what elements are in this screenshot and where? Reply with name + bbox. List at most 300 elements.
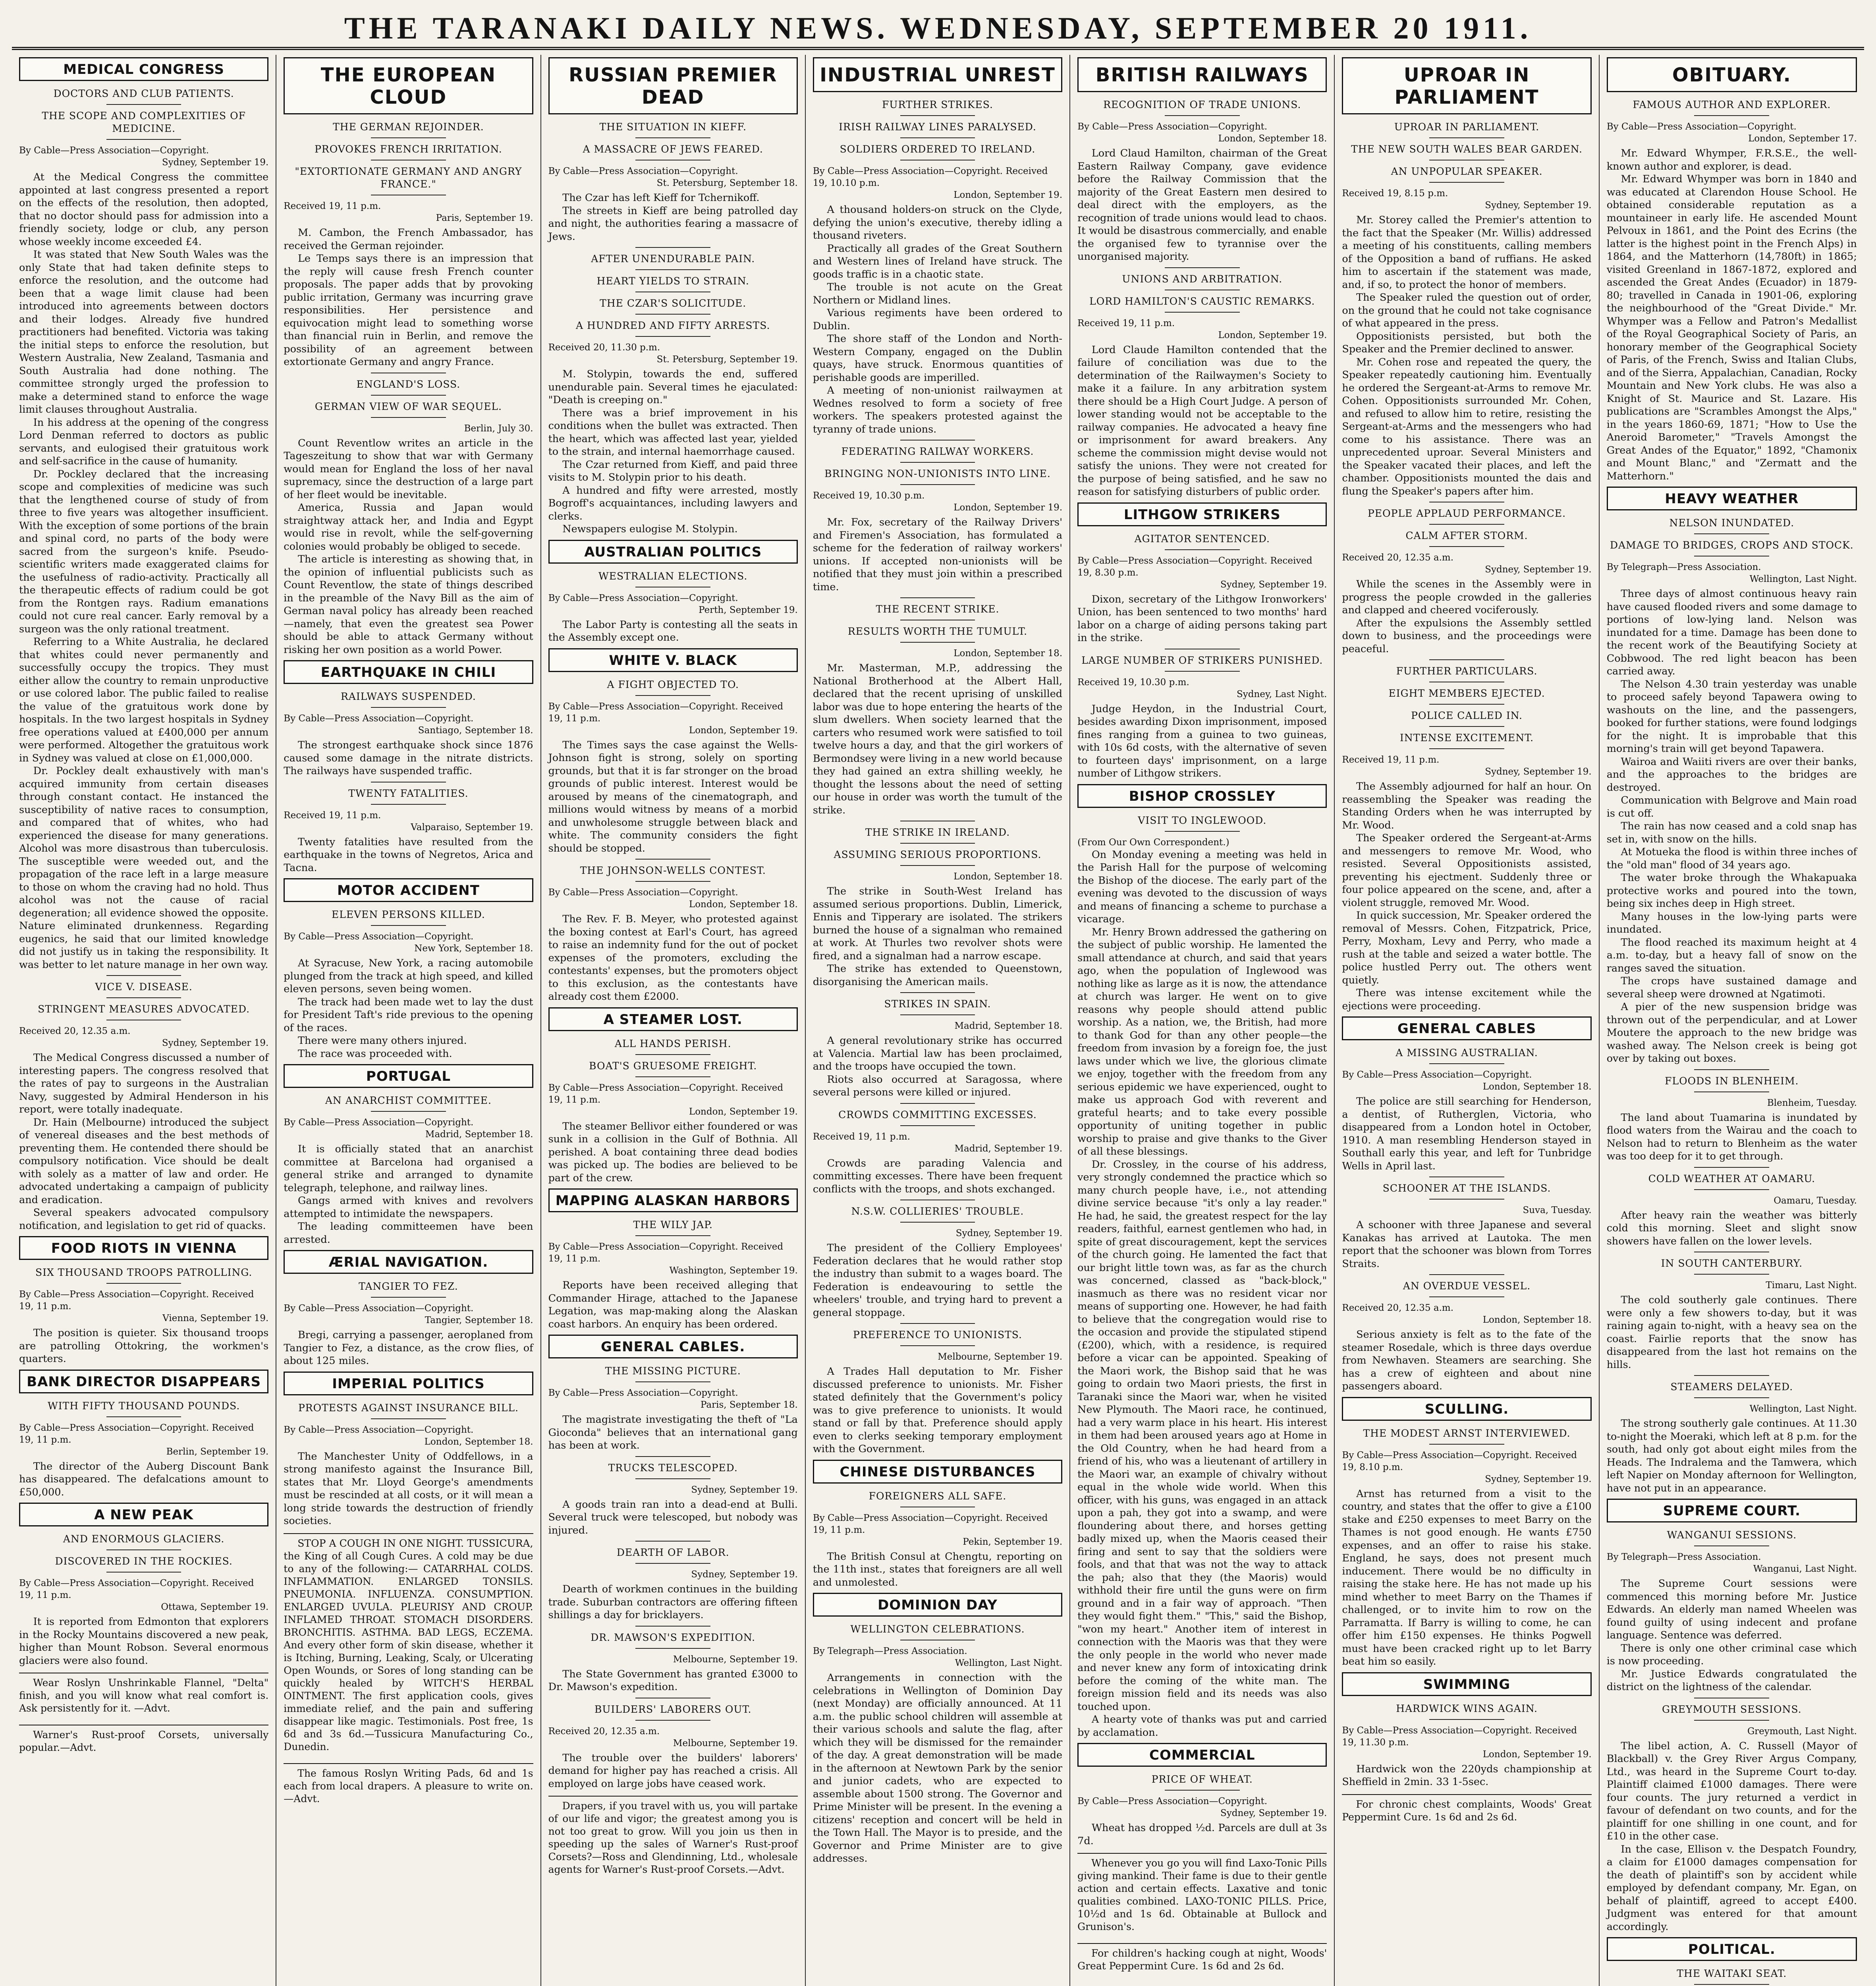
article xyxy=(1607,1375,1857,1495)
press-credit: By Cable—Press Association—Copyright. xyxy=(548,593,738,603)
article-heading: MEDICAL CONGRESS xyxy=(63,62,225,77)
subheading: STRIKES IN SPAIN. xyxy=(884,998,991,1010)
press-credit: By Cable—Press Association—Copyright. Received 19, 10.10 p.m. xyxy=(813,166,1048,188)
paragraph: Mr. Edward Whymper, F.R.S.E., the well-known author and explorer, is dead. xyxy=(1606,147,1857,172)
dateline: Melbourne, September 19. xyxy=(673,1654,798,1665)
article-heading-box xyxy=(284,57,533,114)
deck-divider xyxy=(1429,748,1504,749)
dateline: Sydney, September 19. xyxy=(1220,579,1327,590)
subheading: AFTER UNENDURABLE PAIN. xyxy=(591,253,755,265)
subheading: LORD HAMILTON'S CAUSTIC REMARKS. xyxy=(1089,295,1315,307)
press-credit: By Cable—Press Association—Copyright. xyxy=(1077,122,1268,132)
paragraph: The article is interesting as showing that, in the opinion of influential publicists such as Count Reventlow, the state of things described in the preamble of the Navy Bill as the aim of German naval policy has already been reached—namely, that even the greatest sea Power should be able to attack Germany without risking her own position as a world Power. xyxy=(284,553,533,656)
paragraph: The strong southerly gale continues. At 11.30 to-night the Moeraki, which left at 8 p.m. for the south, had only got about eight miles from the Heads. The Indralema and the Tamwera, which left Napier on Monday afternoon for Wellington, have not put in an appearance. xyxy=(1606,1418,1857,1494)
press-credit: By Cable—Press Association—Copyright. Received 19, 11 p.m. xyxy=(548,701,784,724)
article-heading: RUSSIAN PREMIER DEAD xyxy=(569,64,778,108)
paragraph: The British Consul at Chengtu, reporting on the 11th inst., states that foreigners are all well and unmolested. xyxy=(813,1550,1063,1588)
article-heading-box xyxy=(813,57,1062,92)
article-heading: WHITE V. BLACK xyxy=(609,652,737,668)
subheading: SCHOONER AT THE ISLANDS. xyxy=(1382,1182,1551,1194)
article-heading: SWIMMING xyxy=(1423,1676,1511,1692)
press-credit: Received 19, 11 p.m. xyxy=(284,810,381,821)
subheading: AGITATOR SENTENCED. xyxy=(1134,533,1270,545)
dateline: Timaru, Last Night. xyxy=(1766,1280,1857,1291)
dateline: London, September 17. xyxy=(1748,133,1857,144)
deck-divider xyxy=(1694,533,1769,534)
article xyxy=(1342,1397,1591,1668)
paragraph: The Czar has left Kieff for Tchernikoff. xyxy=(562,192,760,204)
paragraph: While the scenes in the Assembly were in progress the people crowded in the galleries and clapped and cheered vociferously. xyxy=(1342,578,1592,616)
paragraph: After heavy rain the weather was bitterly cold this morning. Sleet and slight snow showers have fallen on the lower levels. xyxy=(1606,1209,1857,1247)
paragraph: Mr. Henry Brown addressed the gathering on the subject of public worship. He lamented the small attendance at church, and said that years ago, when the population of Inglewood was nothing like as large as it is now, the attendance at church was larger. He went on to give reasons why people should attend public worship. As a nation, we, the British, had more to thank God for than any other people—the freedom from invasion by a foreign foe, the just laws under which we live, the glorious climate we enjoy, together with the freedom from any serious epidemic we have experienced, ought to make us approach God with reverent and grateful hearts; and to take every possible opportunity of uniting together in public worship to praise and give thanks to the Giver of all these blessings. xyxy=(1077,926,1327,1157)
dateline: London, September 19. xyxy=(689,725,798,736)
article xyxy=(813,1323,1062,1456)
paragraph: Dr. Pockley dealt exhaustively with man's acquired immunity from certain diseases through constant contact. He instanced the susceptibility of native races to consumption, and compared that of whites, who had experienced the disease for many generations. Alcohol was more disastrous than tuberculosis. The susceptible were weeded out, and the propagation of the race left in a large measure to those on whom the craving had no hold. Thus alcohol was not the cause of racial degeneration; all evidence showed the opposite. Nature eliminated drunkenness. Regarding eugenics, he said that our limited knowledge did not justify us in taking the responsibility. It was better to let nature manage in her own way. xyxy=(19,765,269,971)
paragraph: Dr. Crossley, in the course of his address, very strongly condemned the practice which so many church people have, i.e., not attending divine service because "it's only a lay reader." He had, he said, the greatest respect for the lay readers, faithful, earnest gentlemen who had, in spite of great discouragement, kept the services of the church going. He lamented the fact that our bright little town was, as far as the church was concerned, classed as "back-block," inasmuch as there was no resident vicar nor means of supporting one. However, he had faith to believe that the congregation would rise to the occasion and provide the stipulated stipend (£200), which, with a residence, is required before a vicar can be appointed. Speaking of the Maori work, the Bishop said that he was going to ordain two Maori priests, the first in Taranaki since the Maori war, when he visited New Plymouth. The Maori race, he continued, had a very warm place in his heart. His interest in them had been aroused years ago at Home in the Old Country, when he had heard from a friend of his, who was a lieutenant of artillery in the Maori war, an example of chivalry without equal in the whole wide world. When this officer, with his guns, was engaged in an attack upon a pah, they got into a swamp, and were floundering about there, and horses getting badly mixed up, when the Maoris ceased their firing and sent to say that the soldiers were fools, and that that was not the way to attack the pah; also that they (the Maoris) would withhold their fire until the guns were on firm ground and in a fair way of approach. "Then they would fight them." "This," said the Bishop, "won my heart." Another item of interest in connection with the Maoris was that they were the only people in the world who never made and never knew any form of intoxicating drink before the coming of the white man. The foreign mission field and its needs was also touched upon. xyxy=(1077,1158,1327,1713)
paragraph: The Supreme Court sessions were commenced this morning before Mr. Justice Edwards. An elderly man named Wheelen was found guilty of using indecent and profane language. Sentence was deferred. xyxy=(1606,1578,1857,1641)
dateline: Paris, September 19. xyxy=(436,213,533,223)
paragraph: The strongest earthquake shock since 1876 caused some damage in the nitrate districts. The railways have suspended traffic. xyxy=(284,739,533,777)
paragraph: Riots also occurred at Saragossa, where several persons were killed or injured. xyxy=(813,1073,1063,1098)
paragraph: Practically all grades of the Great Southern and Western lines of Ireland have struck. The goods traffic is in a chaotic state. xyxy=(813,242,1063,280)
paragraph: The Times says the case against the Wells-Johnson fight is strong, solely on sporting grounds, but that it is far stronger on the broad grounds of public interest. Interest would be aroused by means of the cinematograph, and millions would witness by means of a morbid and unwholesome struggle between black and white. The community considers the fight should be stopped. xyxy=(548,739,798,854)
deck-divider xyxy=(900,865,975,866)
deck-divider xyxy=(635,695,710,696)
paragraph: The Rev. F. B. Meyer, who protested against the boxing contest at Earl's Court, has agreed to raise an indemnity fund for the out of pocket expenses of the promoters, excluding the contestants' expenses, but the promoters object to this exclusion, as the contestants have already cost them £2000. xyxy=(548,913,798,1003)
paragraph: The Nelson 4.30 train yesterday was unable to proceed safely beyond Tapawera owing to washouts on the line, and the passengers, booked for further stations, were found lodgings for the night. It is improbable that this morning's train will get beyond Tapawera. xyxy=(1606,678,1857,755)
dateline: St. Petersburg, September 19. xyxy=(656,354,798,365)
dateline: Sydney, September 19. xyxy=(162,157,269,168)
dateline: London, September 18. xyxy=(1482,1082,1592,1092)
article-heading: MOTOR ACCIDENT xyxy=(337,883,480,898)
dateline: Vienna, September 19. xyxy=(162,1313,269,1323)
deck-divider xyxy=(371,925,446,926)
article xyxy=(548,540,798,644)
section-divider xyxy=(635,1626,710,1627)
deck-divider xyxy=(106,139,181,140)
dateline: London, September 18. xyxy=(953,871,1063,882)
article-heading: EARTHQUAKE IN CHILI xyxy=(320,665,496,680)
deck-divider xyxy=(900,1125,975,1126)
subheading: ASSUMING SERIOUS PROPORTIONS. xyxy=(834,849,1042,860)
press-credit: By Cable—Press Association—Copyright. Received 19, 11 p.m. xyxy=(19,1578,254,1600)
article-heading-box xyxy=(19,1370,268,1393)
article xyxy=(548,1007,798,1185)
dateline: Madrid, September 19. xyxy=(954,1143,1063,1154)
press-credit: Received 20, 11.30 p.m. xyxy=(548,342,660,353)
subheading: THE RECENT STRIKE. xyxy=(876,603,1000,615)
advertisement: For chronic chest complaints, Woods' Great Peppermint Cure. 1s 6d and 2s 6d. xyxy=(1342,1794,1591,1824)
article xyxy=(1077,502,1327,645)
dateline: Wellington, Last Night. xyxy=(1749,574,1857,584)
column-2 xyxy=(276,55,541,1986)
subheading: GREYMOUTH SESSIONS. xyxy=(1662,1703,1802,1715)
section-divider xyxy=(900,992,975,993)
article xyxy=(548,1456,798,1537)
dateline: London, September 18. xyxy=(424,1436,533,1447)
deck-divider xyxy=(635,881,710,882)
section-divider xyxy=(900,1323,975,1324)
subheading: RAILWAYS SUSPENDED. xyxy=(340,691,476,702)
article xyxy=(548,1626,798,1694)
paragraph: A schooner with three Japanese and several Kanakas has arrived at Lautoka. The men report that the schooner was blown from Torres Straits. xyxy=(1342,1219,1592,1270)
subheading: "EXTORTIONATE GERMANY AND ANGRY FRANCE." xyxy=(295,166,522,190)
deck-divider xyxy=(1429,704,1504,705)
paragraph: Dixon, secretary of the Lithgow Ironworkers' Union, has been sentenced to two months' hard labor on a charge of aiding persons taking part in the strike. xyxy=(1077,593,1327,644)
subheading: EIGHT MEMBERS EJECTED. xyxy=(1388,688,1545,699)
subheading: IN SOUTH CANTERBURY. xyxy=(1661,1258,1803,1269)
article xyxy=(284,57,533,369)
paragraph: America, Russia and Japan would straightway attack her, and India and Egypt would rise in revolt, while the self-governing colonies would probably be obliged to secede. xyxy=(284,502,533,553)
article xyxy=(284,1250,533,1368)
subheading: PROTESTS AGAINST INSURANCE BILL. xyxy=(298,1402,519,1414)
paragraph: Bregi, carrying a passenger, aeroplaned from Tangier to Fez, a distance, as the crow flies, of about 125 miles. xyxy=(284,1329,533,1367)
subheading: SIX THOUSAND TROOPS PATROLLING. xyxy=(35,1267,253,1278)
paragraph: The Assembly adjourned for half an hour. On reassembling the Speaker was reading the Standing Orders when he was interrupted by Mr. Wood. xyxy=(1342,780,1592,831)
paragraph: Dr. Pockley declared that the increasing scope and complexities of medicine was such that the lengthened course of study of from three to five years was altogether insufficient. With the exception of some portions of the brain and spinal cord, no parts of the body were sacred from the surgeon's knife. Pseudo-scientific writers made exaggerated claims for the usefulness of radio-activity. Practically all the therapeutic effects of radium could be got from the Rontgen rays. Radium emanations could not cure real cancer. Early removal by a surgeon was the only rational treatment. xyxy=(19,468,269,635)
article xyxy=(1607,1499,1857,1694)
article xyxy=(1077,267,1327,498)
advertisement: Drapers, if you travel with us, you will partake of our life and vigor; the greatest among you is not too great to grow. Will you join us then in speeding up the sales of Warner's Rust-proof Corsets?—Ross and Glendinning, Ltd., wholesale agents for Warner's Rust-proof Corsets.—Advt. xyxy=(548,1796,798,1876)
paragraph: On Monday evening a meeting was held in the Parish Hall for the purpose of welcoming the Bishop of the diocese. The early part of the evening was devoted to the discussion of ways and means of financing a scheme to purchase a vicarage. xyxy=(1077,848,1327,925)
article xyxy=(1077,1743,1327,1847)
press-credit: By Cable—Press Association—Copyright. Received 19, 11 p.m. xyxy=(19,1422,254,1445)
dateline: Wanganui, Last Night. xyxy=(1753,1564,1857,1574)
subheading: NELSON INUNDATED. xyxy=(1669,517,1795,529)
deck-divider xyxy=(900,115,975,116)
subheading: THE GERMAN REJOINDER. xyxy=(333,121,484,133)
deck-divider xyxy=(900,1222,975,1223)
dateline: Berlin, July 30. xyxy=(464,423,533,434)
press-credit: Received 20, 12.35 a.m. xyxy=(19,1026,131,1036)
article xyxy=(548,859,798,1003)
article xyxy=(284,782,533,875)
subheading: FEDERATING RAILWAY WORKERS. xyxy=(841,446,1034,457)
article xyxy=(1607,57,1857,483)
article xyxy=(548,648,798,855)
column-4 xyxy=(806,55,1070,1986)
article-heading-box xyxy=(1077,784,1327,808)
subheading: TWENTY FATALITIES. xyxy=(348,787,469,799)
column-6 xyxy=(1335,55,1599,1986)
paragraph: Mr. Edward Whymper was born in 1840 and was educated at Clarendon House School. He obtained considerable reputation as a mountaineer in early life. He ascended Mount Pelvoux in 1861, and the Point des Ecrins (the latter is the highest point in the French Alps) in 1864, and the Matterhorn (14,780ft) in 1865; visited Greenland in 1867-1872, explored and ascended the Great Andes (Ecuador) in 1879-80; travelled in Canada in 1901-06, exploring the neighbourhood of the "Great Divide." Mr. Whymper was a Fellow and Patron's Medallist of the Royal Geographical Society of Paris, an honorary member of the Geographical Society of Paris, of the French, Swiss and Italian Clubs, and of the Sierra, Appalachian, Canadian, Rocky Mountain and New York clubs. He was also a Knight of St. Maurice and St. Lazare. His publications are "Scrambles Amongst the Alps," in the years 1860-69, 1871; "How to Use the Aneroid Barometer," "Travels Amongst the Great Andes of the Equator," 1892, "Chamonix and Mount Blanc," and "Zermatt and the Matterhorn." xyxy=(1606,173,1857,482)
deck-divider xyxy=(635,1720,710,1721)
press-credit: By Cable—Press Association—Copyright. Received 19, 11 p.m. xyxy=(19,1289,254,1312)
article xyxy=(548,1335,798,1452)
subheading: UPROAR IN PARLIAMENT. xyxy=(1394,121,1540,133)
dateline: Sydney, September 19. xyxy=(691,1484,798,1495)
paragraph: Hardwick won the 220yds championship at Sheffield in 2min. 33 1-5sec. xyxy=(1342,1763,1592,1788)
subheading: N.S.W. COLLIERIES' TROUBLE. xyxy=(851,1206,1024,1217)
paragraph: Mr. Cohen rose and repeated the query, the Speaker repeatedly cautioning him. Eventually he ordered the Sergeant-at-Arms to remove Mr. Cohen. Oppositionists surrounded Mr. Cohen, and refused to allow him to retire, resisting the Sergeant-at-Arms and the messengers who had come to his assistance. There was an unprecedented uproar. Several Ministers and the Speaker vacated their places, and left the chamber. Oppositionists mounted the dais and flung the Speaker's papers after him. xyxy=(1342,356,1592,497)
article-heading: A STEAMER LOST. xyxy=(603,1011,743,1028)
article xyxy=(548,57,798,243)
paragraph: Judge Heydon, in the Industrial Court, besides awarding Dixon imprisonment, imposed fines ranging from a guinea to two guineas, with 10s 6d costs, with the alternative of seven to fourteen days' imprisonment, on a large number of Lithgow strikers. xyxy=(1077,703,1327,779)
paragraph: There was a brief improvement in his conditions when the bullet was extracted. Then the heart, which was affected last year, yielded to the strain, and internal haemorrhage caused. xyxy=(548,407,798,458)
paragraph: The land about Tuamarina is inundated by flood waters from the Wairau and the coach to Nelson had to return to Blenheim as the water was too deep for it to get through. xyxy=(1606,1111,1857,1162)
paragraph: There was intense excitement while the ejections were proceeding. xyxy=(1342,987,1592,1012)
article xyxy=(1342,57,1591,498)
paragraph: Reports have been received alleging that Commander Hirage, attached to the Japanese Legation, was map-making along the Alaskan coast harbors. An enquiry has been ordered. xyxy=(548,1279,798,1330)
deck-divider xyxy=(1429,1444,1504,1445)
deck-divider xyxy=(900,1014,975,1015)
subheading: DR. MAWSON'S EXPEDITION. xyxy=(591,1631,756,1643)
deck-divider xyxy=(1165,312,1239,313)
subheading: GERMAN VIEW OF WAR SEQUEL. xyxy=(315,400,502,412)
deck-divider xyxy=(371,417,446,418)
dateline: Pekin, September 19. xyxy=(963,1536,1063,1547)
subheading: FURTHER STRIKES. xyxy=(882,99,993,110)
subheading: TANGIER TO FEZ. xyxy=(359,1281,458,1292)
article-heading-box xyxy=(284,660,533,684)
paragraph: Serious anxiety is felt as to the fate of the steamer Rosedale, which is three days overdue from Newhaven. Steamers are searching. She has a crew of eighteen and about nine passengers aboard. xyxy=(1342,1329,1592,1392)
dateline: Melbourne, September 19. xyxy=(938,1352,1063,1362)
masthead xyxy=(12,9,1864,50)
article-heading-box xyxy=(19,1236,268,1260)
deck-divider xyxy=(1165,115,1239,116)
subheading: SOLDIERS ORDERED TO IRELAND. xyxy=(840,143,1036,155)
subheading: PREFERENCE TO UNIONISTS. xyxy=(853,1329,1022,1341)
article-heading: DOMINION DAY xyxy=(878,1597,998,1613)
subheading: CALM AFTER STORM. xyxy=(1405,530,1528,541)
subheading: DOCTORS AND CLUB PATIENTS. xyxy=(53,88,234,99)
article-heading: PORTUGAL xyxy=(366,1068,451,1084)
subheading: COLD WEATHER AT OAMARU. xyxy=(1648,1173,1816,1184)
article-heading-box xyxy=(1607,487,1857,510)
subheading: STRINGENT MEASURES ADVOCATED. xyxy=(38,1003,250,1015)
dateline: London, September 18. xyxy=(953,648,1063,659)
deck-divider xyxy=(1694,1274,1769,1275)
subheading: AN OVERDUE VESSEL. xyxy=(1403,1280,1531,1292)
column-5 xyxy=(1070,55,1335,1986)
columns xyxy=(12,55,1864,1986)
paragraph: The crops have sustained damage and several sheep were drowned at Ngatimoti. xyxy=(1606,975,1857,1000)
paragraph: The streets in Kieff are being patrolled day and night, the authorities fearing a massacre of Jews. xyxy=(548,205,798,243)
dateline: London, September 18. xyxy=(1218,133,1327,144)
press-credit: Received 20, 12.35 a.m. xyxy=(1342,1303,1454,1313)
article-heading: GENERAL CABLES xyxy=(1397,1021,1536,1037)
press-credit: (From Our Own Correspondent.) xyxy=(1077,837,1229,848)
article-heading-box xyxy=(284,878,533,902)
deck-divider xyxy=(371,137,446,138)
subheading: A MISSING AUSTRALIAN. xyxy=(1395,1047,1538,1059)
article xyxy=(284,878,533,1060)
paragraph: In the case, Ellison v. the Despatch Foundry, a claim for £1000 damages compensation for the death of plaintiff's son by accident while employed by defendant company, Mr. Egan, on behalf of plaintiff, agreed to accept £400. Judgment was entered for that amount accordingly. xyxy=(1606,1843,1857,1933)
subheading: PROVOKES FRENCH IRRITATION. xyxy=(315,143,502,155)
article xyxy=(813,57,1062,436)
article-heading-box xyxy=(284,1250,533,1274)
subheading: AND ENORMOUS GLACIERS. xyxy=(63,1533,225,1545)
press-credit: Received 19, 10.30 p.m. xyxy=(1077,677,1189,688)
subheading: THE JOHNSON-WELLS CONTEST. xyxy=(580,865,766,876)
paragraph: The position is quieter. Six thousand troops are patrolling Ottokring, the workmen's quarters. xyxy=(19,1327,269,1365)
deck-divider xyxy=(1429,546,1504,547)
article xyxy=(1077,784,1327,1739)
press-credit: By Cable—Press Association—Copyright. xyxy=(284,1424,474,1435)
subheading: INTENSE EXCITEMENT. xyxy=(1400,732,1534,744)
subheading: THE SITUATION IN KIEFF. xyxy=(599,121,747,133)
paragraph: The cold southerly gale continues. There were only a few showers to-day, but it was raining again to-night, with a heavy sea on the coast. Fairlie reports that the snow has disappeared from the last hot remains on the hills. xyxy=(1606,1294,1857,1371)
paragraph: It is reported from Edmonton that explorers in the Rocky Mountains discovered a new peak, higher than Mount Robson. Several enormous glaciers were also found. xyxy=(19,1616,269,1667)
article xyxy=(1342,659,1591,1012)
article-heading-box xyxy=(1342,57,1591,114)
article xyxy=(1077,57,1327,263)
press-credit: By Cable—Press Association—Copyright. Received 19, 11 p.m. xyxy=(813,1513,1048,1535)
press-credit: By Cable—Press Association—Copyright. xyxy=(548,166,738,176)
subheading: THE SCOPE AND COMPLEXITIES OF MEDICINE. xyxy=(42,110,246,134)
press-credit: By Cable—Press Association—Copyright. xyxy=(1077,1796,1268,1806)
press-credit: By Cable—Press Association—Copyright. Received 19, 11 p.m. xyxy=(548,1242,784,1264)
paragraph: Count Reventlow writes an article in the Tageszeitung to show that war with Germany would mean for England the loss of her naval supremacy, since the destruction of a large part of her fleet would be inevitable. xyxy=(284,437,533,501)
paragraph: The steamer Bellivor either foundered or was sunk in a collision in the Gulf of Bothnia. All perished. A boat containing three dead bodies was picked up. The bodies are believed to be part of the crew. xyxy=(548,1120,798,1184)
section-divider xyxy=(1694,1069,1769,1070)
article-heading: UPROAR IN PARLIAMENT xyxy=(1394,64,1539,108)
paragraph: The flood reached its maximum height at 4 a.m. to-day, but a heavy fall of snow on the ranges saved the situation. xyxy=(1606,936,1857,974)
press-credit: Received 19, 11 p.m. xyxy=(1077,318,1175,328)
deck-divider xyxy=(1694,1984,1769,1985)
dateline: Valparaiso, September 19. xyxy=(411,822,533,833)
dateline: London, September 19. xyxy=(1482,1749,1592,1760)
paragraph: A general revolutionary strike has occurred at Valencia. Martial law has been proclaimed, and the troops have occupied the town. xyxy=(813,1035,1063,1072)
article-heading-box xyxy=(813,1593,1062,1617)
subheading: PEOPLE APPLAUD PERFORMANCE. xyxy=(1368,508,1566,519)
subheading: FAMOUS AUTHOR AND EXPLORER. xyxy=(1633,99,1831,110)
advertisement: STOP A COUGH IN ONE NIGHT. TUSSICURA, the King of all Cough Cures. A cold may be due to any of the following:— CATARRHAL COLDS. INFLAMMATION. ENLARGED TONSILS. PNEUMONIA. INFLUENZA. CONSUMPTION. ENLARGED UVULA. PLEURISY AND CROUP. INFLAMED THROAT. STOMACH DISORDERS. BRONCHITIS. ASTHMA. BAD LEGS, ECZEMA. And every other form of skin disease, whether it is Itching, Burning, Leaking, Scaly, or Ulcerating Open Wounds, or Sores of long standing can be quickly healed by WITCH'S HERBAL OINTMENT. The first application cools, gives immediate relief, and the pain and suffering disappear like magic. Testimonials. Post free, 1s 6d and 3s 6d.—Tussicura Manufacturing Co., Dunedin. xyxy=(284,1533,533,1753)
subheading: FOREIGNERS ALL SAFE. xyxy=(869,1490,1007,1502)
deck-divider xyxy=(900,1345,975,1346)
subheading: A FIGHT OBJECTED TO. xyxy=(607,678,739,690)
section-divider xyxy=(1429,659,1504,660)
subheading: HARDWICK WINS AGAIN. xyxy=(1396,1702,1538,1714)
article xyxy=(1607,487,1857,1065)
paragraph: Wairoa and Waiiti rivers are over their banks, and the approaches to the bridges are destroyed. xyxy=(1606,755,1857,794)
article xyxy=(813,1593,1062,1865)
section-divider xyxy=(635,1541,710,1542)
deck-divider xyxy=(635,314,710,315)
dateline: London, September 19. xyxy=(953,502,1063,513)
article-heading: SCULLING. xyxy=(1424,1401,1509,1417)
subheading: ALL HANDS PERISH. xyxy=(614,1037,731,1049)
article-heading-box xyxy=(1607,1937,1857,1961)
paragraph: The strike has extended to Queenstown, disorganising the American mails. xyxy=(813,963,1063,988)
dateline: Sydney, September 19. xyxy=(691,1569,798,1580)
paragraph: Gangs armed with knives and revolvers attempted to intimidate the newspapers. xyxy=(284,1195,533,1220)
subheading: POLICE CALLED IN. xyxy=(1411,710,1523,721)
press-credit: By Telegraph—Press Association. xyxy=(1606,1552,1761,1562)
subheading: THE MISSING PICTURE. xyxy=(605,1365,741,1377)
article-heading: AUSTRALIAN POLITICS xyxy=(584,544,762,560)
paragraph: A meeting of non-unionist railwaymen at Wednes resolved to form a society of free workers. The speakers protested against the tyranny of trade unions. xyxy=(813,384,1063,435)
dateline: Sydney, September 19. xyxy=(955,1228,1063,1238)
deck-divider xyxy=(900,484,975,485)
press-credit: By Cable—Press Association—Copyright. Received 19, 8.30 p.m. xyxy=(1077,555,1312,578)
press-credit: By Cable—Press Association—Copyright. xyxy=(548,1388,738,1398)
subheading: BRINGING NON-UNIONISTS INTO LINE. xyxy=(824,468,1051,479)
article-heading: FOOD RIOTS IN VIENNA xyxy=(51,1240,237,1256)
article-heading: LITHGOW STRIKERS xyxy=(1123,506,1281,523)
subheading: THE CZAR'S SOLICITUDE. xyxy=(600,298,747,309)
dateline: Sydney, September 19. xyxy=(1485,200,1592,211)
deck-divider xyxy=(1429,137,1504,138)
article xyxy=(813,992,1062,1099)
article-heading-box xyxy=(1077,57,1327,92)
deck-divider xyxy=(106,1549,181,1550)
paragraph: Communication with Belgrove and Main road is cut off. xyxy=(1606,794,1857,819)
press-credit: Received 19, 8.15 p.m. xyxy=(1342,188,1448,199)
paragraph: Various regiments have been ordered to Dublin. xyxy=(813,307,1063,332)
deck-divider xyxy=(1694,115,1769,116)
article-heading-box xyxy=(284,1064,533,1088)
paragraph: In quick succession, Mr. Speaker ordered the removal of Messrs. Cohen, Fitzpatrick, Price, Perry, Moxham, Levy and Perry, who made a rush at the table and seized a water bottle. The police hustled Perry out. The others went quietly. xyxy=(1342,910,1592,986)
paragraph: Referring to a White Australia, he declared that whites could never permanently and successfully occupy the tropics. They must either allow the country to remain unproductive or use colored labor. The public failed to realise the value of the gratuitous work done by hospitals. In the two largest hospitals in Sydney free operations valued at £400,000 per annum were performed. Altogether the gratuitous work in Sydney was valued at close on £1,000,000. xyxy=(19,636,269,764)
subheading: BOAT'S GRUESOME FREIGHT. xyxy=(589,1060,757,1072)
paragraph: Wheat has dropped ½d. Parcels are dull at 3s 7d. xyxy=(1077,1822,1327,1847)
dateline: Madrid, September 18. xyxy=(425,1129,533,1140)
section-divider xyxy=(635,247,710,248)
paragraph: The leading committeemen have been arrested. xyxy=(284,1221,533,1246)
paragraph: The president of the Colliery Employees' Federation declares that he would rather stop the industry than submit to a wages board. The Federation is endeavouring to settle the wheelers' trouble, and trying hard to prevent a general stoppage. xyxy=(813,1242,1063,1319)
article-heading-box xyxy=(1342,1397,1591,1421)
paragraph: Dr. Hain (Melbourne) introduced the subject of venereal diseases and the best methods of preventing them. He contended there should be compulsory notification. Vice should be dealt with solely as a matter of law and order. He advocated undertaking a campaign of publicity and eradication. xyxy=(19,1116,269,1206)
press-credit: By Cable—Press Association—Copyright. Received 19, 8.10 p.m. xyxy=(1342,1450,1577,1472)
article-heading-box xyxy=(1607,57,1857,92)
article-heading: OBITUARY. xyxy=(1672,64,1791,86)
deck-divider xyxy=(371,707,446,708)
article xyxy=(284,373,533,657)
article xyxy=(1342,1177,1591,1270)
article xyxy=(548,1541,798,1622)
paragraph: A hearty vote of thanks was put and carried by acclamation. xyxy=(1077,1714,1327,1739)
paragraph: There were many others injured. xyxy=(297,1035,467,1047)
paragraph: The Labor Party is contesting all the seats in the Assembly except one. xyxy=(548,618,798,643)
section-divider xyxy=(1429,1274,1504,1275)
paragraph: The Manchester Unity of Oddfellows, in a strong manifesto against the Insurance Bill, states that Mr. Lloyd George's amendments must be rescinded at all costs, or it will mean a long stride towards the destruction of friendly societies. xyxy=(284,1450,533,1527)
advertisement: Warner's Rust-proof Corsets, universally popular.—Advt. xyxy=(19,1725,268,1754)
article xyxy=(1607,1167,1857,1248)
article-heading: IMPERIAL POLITICS xyxy=(332,1376,485,1392)
press-credit: By Cable—Press Association—Copyright. xyxy=(1606,122,1797,132)
paragraph: Several speakers advocated compulsory notification, and legislation to get rid of quacks. xyxy=(19,1207,269,1232)
column-1 xyxy=(12,55,276,1986)
article xyxy=(19,1503,268,1667)
press-credit: By Cable—Press Association—Copyright. xyxy=(1342,1070,1532,1080)
subheading: ELEVEN PERSONS KILLED. xyxy=(332,909,485,920)
paragraph: The Speaker ordered the Sergeant-at-Arms and messengers to remove Mr. Wood, who resisted. Several Oppositionists assisted, preventing his ejectment. Suddenly three or four police appeared on the scene, and, after a violent struggle, removed Mr. Wood. xyxy=(1342,832,1592,909)
paragraph: Lord Claud Hamilton, chairman of the Great Eastern Railway Company, gave evidence before the Railway Commission that the majority of the Great Eastern men desired to deal direct with the employers, as the recognition of trade unions would lead to chaos. It would be disastrous commercially, and enable the organised few to tyrannise over the unorganised majority. xyxy=(1077,147,1327,263)
article-heading-box xyxy=(548,1335,798,1358)
masthead-title: THE TARANAKI DAILY NEWS. WEDNESDAY, SEPTEMBER 20 1911. xyxy=(344,11,1532,45)
press-credit: By Cable—Press Association—Copyright. xyxy=(284,713,474,724)
subheading: HEART YIELDS TO STRAIN. xyxy=(596,275,749,287)
dateline: Sydney, September 19. xyxy=(1485,564,1592,575)
deck-divider xyxy=(900,843,975,844)
article xyxy=(548,1188,798,1331)
deck-divider xyxy=(900,137,975,138)
dateline: Sydney, September 19. xyxy=(1220,1808,1327,1818)
paragraph: Arnst has returned from a visit to the country, and states that the offer to give a £100 stake and £250 expenses to meet Barry on the Thames is not good enough. He wants £750 expenses, and an offer to raise his stake. England, he says, does not present much inducement. There would be no difficulty in raising the stake here. He has not made up his mind whether to meet Barry on the Thames if challenged, or to invite him to row on the Parramatta. If Barry is willing to come, he can offer him £150 expenses. He thinks Pogwell must have been cracked right up to let Barry beat him so easily. xyxy=(1342,1488,1592,1667)
article xyxy=(548,1698,798,1791)
paragraph: M. Cambon, the French Ambassador, has received the German rejoinder. xyxy=(284,227,533,252)
paragraph: The track had been made wet to lay the dust for President Taft's ride previous to the opening of the races. xyxy=(284,996,533,1034)
section-divider xyxy=(635,1456,710,1457)
paragraph: The Czar returned from Kieff, and paid three visits to M. Stolypin prior to his death. xyxy=(548,458,798,483)
dateline: New York, September 18. xyxy=(414,943,533,954)
subheading: THE STRIKE IN IRELAND. xyxy=(865,827,1010,838)
paragraph: The rain has now ceased and a cold snap has set in, with snow on the hills. xyxy=(1606,820,1857,845)
press-credit: Received 19, 11 p.m. xyxy=(1342,755,1440,765)
deck-divider xyxy=(1429,182,1504,183)
article xyxy=(813,1200,1062,1319)
